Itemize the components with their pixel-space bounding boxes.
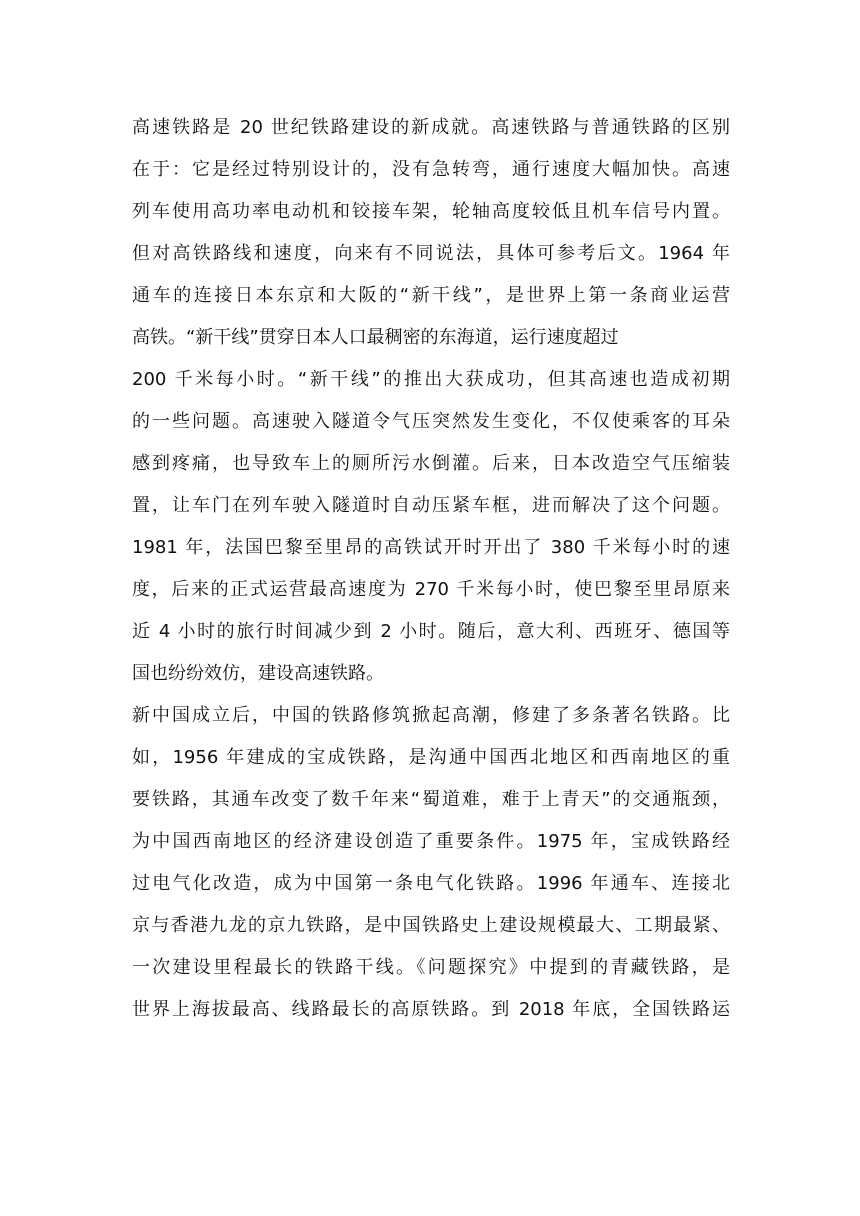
text-line: 高速铁路是 20 世纪铁路建设的新成就。高速铁路与普通铁路的区别 (132, 117, 730, 138)
text-line: 国也纷纷效仿，建设高速铁路。 (132, 663, 384, 684)
text-line: 新中国成立后，中国的铁路修筑掀起高潮，修建了多条著名铁路。比 (132, 705, 730, 726)
text-line: 一次建设里程最长的铁路干线。《问题探究》中提到的青藏铁路，是 (132, 957, 730, 978)
text-line: 通车的连接日本东京和大阪的“新干线”，是世界上第一条商业运营 (132, 285, 730, 306)
text-line: 如，1956 年建成的宝成铁路，是沟通中国西北地区和西南地区的重 (132, 747, 730, 768)
text-line: 要铁路，其通车改变了数千年来“蜀道难，难于上青天”的交通瓶颈， (132, 789, 730, 810)
text-line: 世界上海拔最高、线路最长的高原铁路。到 2018 年底，全国铁路运 (132, 999, 730, 1020)
text-line: 列车使用高功率电动机和铰接车架，轮轴高度较低且机车信号内置。 (132, 201, 730, 222)
text-line: 京与香港九龙的京九铁路，是中国铁路史上建设规模最大、工期最紧、 (132, 915, 730, 936)
text-line: 1981 年，法国巴黎至里昂的高铁试开时开出了 380 千米每小时的速 (132, 537, 730, 558)
text-line: 为中国西南地区的经济建设创造了重要条件。1975 年，宝成铁路经 (132, 831, 730, 852)
text-line: 度，后来的正式运营最高速度为 270 千米每小时，使巴黎至里昂原来 (132, 579, 730, 600)
text-line: 近 4 小时的旅行时间减少到 2 小时。随后，意大利、西班牙、德国等 (132, 621, 730, 642)
text-line: 高铁。“新干线”贯穿日本人口最稠密的东海道，运行速度超过 (132, 327, 619, 348)
text-line: 置，让车门在列车驶入隧道时自动压紧车框，进而解决了这个问题。 (132, 495, 730, 516)
text-line: 在于：它是经过特别设计的，没有急转弯，通行速度大幅加快。高速 (132, 159, 730, 180)
text-line: 但对高铁路线和速度，向来有不同说法，具体可参考后文。1964 年 (132, 243, 730, 264)
text-line: 的一些问题。高速驶入隧道令气压突然发生变化，不仅使乘客的耳朵 (132, 411, 730, 432)
text-line: 过电气化改造，成为中国第一条电气化铁路。1996 年通车、连接北 (132, 873, 730, 894)
text-line: 200 千米每小时。“新干线”的推出大获成功，但其高速也造成初期 (132, 369, 730, 390)
text-line: 感到疼痛，也导致车上的厕所污水倒灌。后来，日本改造空气压缩装 (132, 453, 730, 474)
